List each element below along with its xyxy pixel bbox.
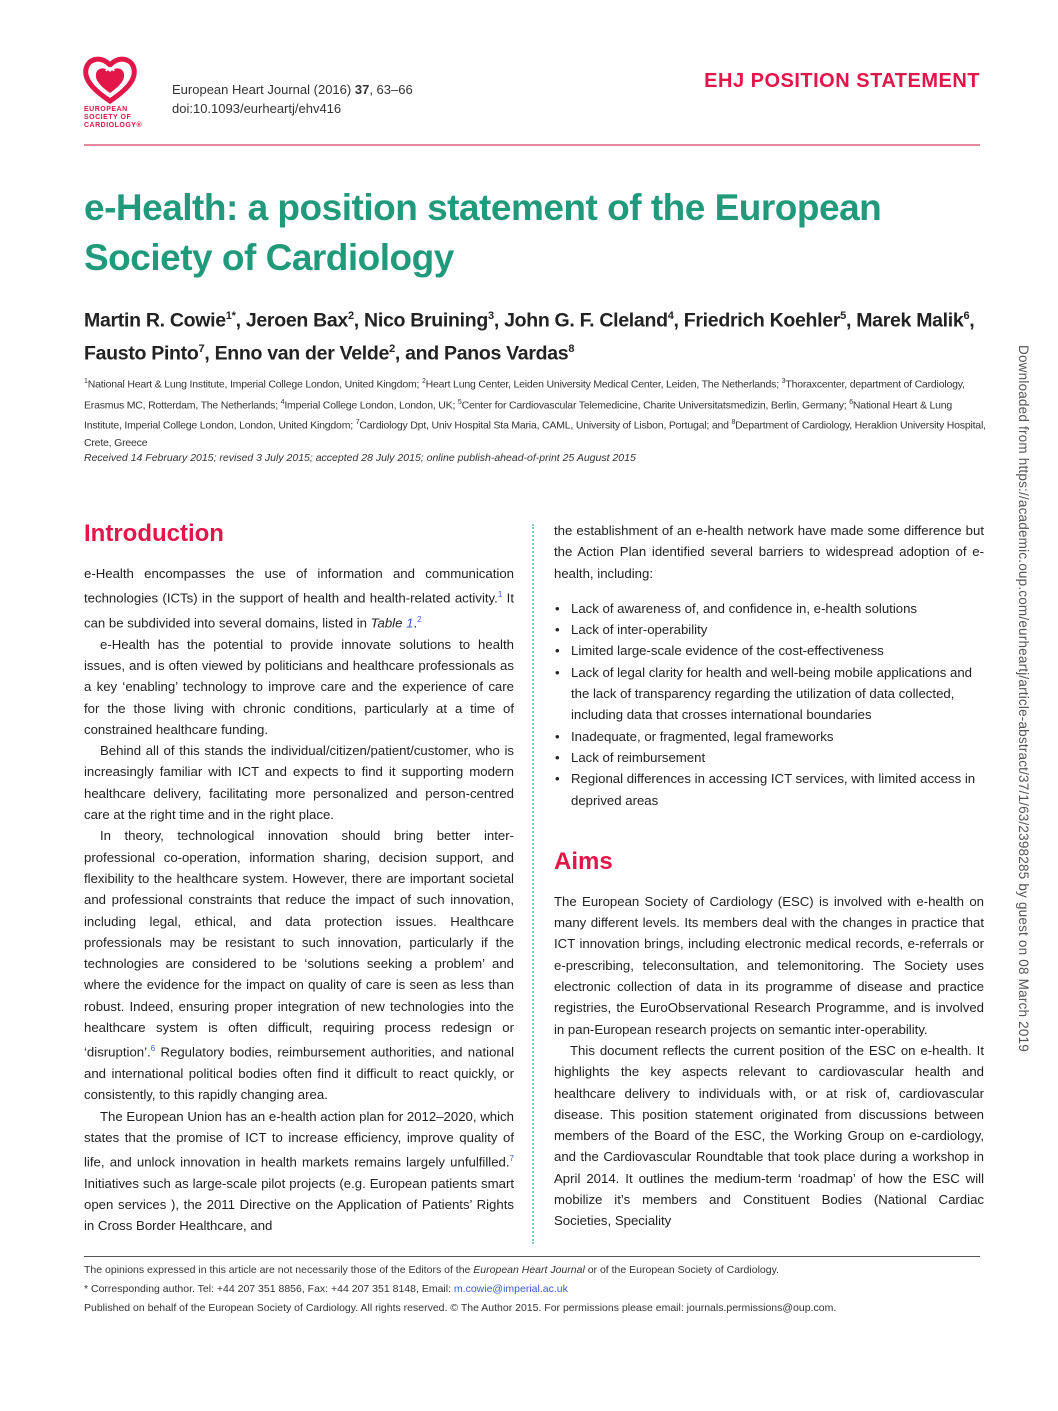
footer-divider <box>84 1256 980 1257</box>
affiliations <box>84 373 989 452</box>
affiliation: Thoraxcenter, department of Cardiology, Erasmus MC, Rotterdam, The Netherlands; <box>84 378 965 411</box>
affiliation-mark: 6 <box>849 398 853 406</box>
affiliation: Heart Lung Center, Leiden University Medical Center, Leiden, The Netherlands; <box>425 378 782 391</box>
paragraph: Behind all of this stands the individual/citizen/patient/customer, who is increasingly familiar with ICT and expects to find it supporting modern healthcare delivery, facilitating more personalized and person-centred care at the right time and in the right place. <box>84 743 514 823</box>
affiliation: Imperial College London, London, UK; <box>284 399 458 411</box>
affiliation-mark: 8 <box>731 419 736 426</box>
author-affiliation-mark: 4 <box>667 310 674 322</box>
affiliation-mark: 7 <box>355 419 360 426</box>
email-link[interactable]: m.cowie@imperial.ac.uk <box>453 1283 568 1295</box>
affiliation-mark: 4 <box>280 398 285 406</box>
author-affiliation-mark: 5 <box>840 310 846 322</box>
paragraph: The European Society of Cardiology (ESC) is involved with e-health on many different levels. Its members deal with the changes in practice that ICT innovation brings, including electronic medical records, e-referrals or e-prescribing, teleconsultation, and telemonitoring. The Society uses electronic collection of data in its programme of disease and practice registries, the EuroObservational Research Programme, and is involved in pan-European research projects on semantic inter-operability. <box>554 893 984 1037</box>
affiliation-mark: 3 <box>781 378 786 385</box>
publication-dates: Received 14 February 2015; revised 3 July 2015; accepted 28 July 2015; online publish-ahead-of-print 25 August 2015 <box>84 452 636 464</box>
column-divider <box>532 524 534 1244</box>
copyright: Published on behalf of the European Society of Cardiology. All rights reserved. © The Author 2015. For permissions please email: journals.permissions@oup.com. <box>84 1302 837 1314</box>
author-affiliation-mark: 2 <box>389 342 395 355</box>
affiliation: Cardiology Dpt, Univ Hospital Sta Maria, CAML, University of Lisbon, Portugal; and <box>359 419 732 432</box>
list-item: • Limited large-scale evidence of the cost-effectiveness <box>554 640 984 661</box>
esc-heart-logo-icon <box>82 55 138 105</box>
author-affiliation-mark: 1* <box>225 310 236 322</box>
citation-link[interactable]: 6 <box>150 1044 156 1054</box>
citation-link[interactable]: 7 <box>509 1154 514 1164</box>
barriers-list <box>554 598 984 811</box>
list-item: • Lack of awareness of, and confidence in, e-health solutions <box>554 598 984 619</box>
author-name: Panos Vardas <box>444 342 569 364</box>
author-name: Enno van der Velde <box>214 342 390 364</box>
list-item: • Inadequate, or fragmented, legal frameworks <box>554 726 984 747</box>
list-item: • Lack of legal clarity for health and well-being mobile applications and the lack of transparency regarding the utilization of data collected, including data that crosses international boundaries <box>554 662 984 726</box>
doi: doi:10.1093/eurheartj/ehv416 <box>172 101 342 116</box>
list-item: • Lack of inter-operability <box>554 619 984 640</box>
left-column <box>84 515 514 1237</box>
paragraph: e-Health encompasses the use of information and communication technologies (ICTs) in the support of health and health-related activity.$^1$ It can be subdivided into several domains, listed in Table 1.$^2$ <box>84 566 514 631</box>
author-affiliation-mark: 8 <box>568 342 575 355</box>
corresponding-author: * Corresponding author. Tel: +44 207 351 8856, Fax: +44 207 351 8148, Email: m.cowie@imperial.ac.uk <box>84 1283 568 1295</box>
list-item: • Regional differences in accessing ICT services, with limited access in deprived areas <box>554 768 984 811</box>
affiliation: National Heart & Lung Institute, Imperial College London, London, United Kingdom; <box>84 399 953 432</box>
author-name: Fausto Pinto <box>84 342 199 364</box>
author-name: Nico Bruining <box>364 309 488 332</box>
citation-link[interactable]: 1 <box>497 590 503 600</box>
section-label: EHJ POSITION STATEMENT <box>704 70 980 92</box>
affiliation-mark: 1 <box>84 378 88 385</box>
author-name: Jeroen Bax <box>245 309 348 332</box>
affiliation: Center for Cardiovascular Telemedicine, Charite Universitatsmedizin, Berlin, Germany; <box>461 399 850 411</box>
affiliation: Department of Cardiology, Heraklion University Hospital, Crete, Greece <box>84 419 986 449</box>
header-divider <box>84 144 980 146</box>
download-stamp: Downloaded from https://academic.oup.com/eurheartj/article-abstract/37/1/63/2398285 by guest on 08 March 2019 <box>1016 345 1031 1052</box>
author-affiliation-mark: 3 <box>487 310 494 322</box>
journal-citation: European Heart Journal (2016) 37, 63–66 doi:10.1093/eurheartj/ehv416 <box>172 82 413 116</box>
list-item: • Lack of reimbursement <box>554 747 984 768</box>
author-affiliation-mark: 6 <box>963 310 970 322</box>
paragraph: This document reflects the current position of the ESC on e-health. It highlights the key aspects relevant to cardiovascular health and healthcare delivery to individuals with, or at risk of, cardiovascular disease. This position statement originated from discussions between members of the Board of the ESC, the Working Group on e-cardiology, and the Cardiovascular Roundtable that took place during a workshop in April 2014. It outlines the medium-term ‘roadmap’ of how the ESC will mobilize it’s members and Constituent Bodies (National Cardiac Societies, Speciality <box>554 1042 984 1229</box>
author-list: Martin R. Cowie$^{1*}$, Jeroen Bax$^2$, Nico Bruining$^3$, John G. F. Cleland$^4$, Friedrich Koehler$^5$, Marek Malik$^6$, Fausto Pinto$^7$, Enno van der Velde$^2$, and Panos Vardas$^8$ <box>84 309 975 364</box>
paragraph: the establishment of an e-health network have made some difference but the Action Plan identified several barriers to widespread adoption of e-health, including: <box>554 523 984 581</box>
affiliation-mark: 5 <box>457 398 462 406</box>
author-name: Friedrich Koehler <box>683 309 841 332</box>
section-heading-aims: Aims <box>554 847 613 875</box>
paragraph: e-Health has the potential to provide innovate solutions to health issues, and is often viewed by politicians and healthcare professionals as a key ‘enabling’ technology to improve care and the experience of care for the those living with chronic conditions, particularly at a time of constrained healthcare funding. <box>84 636 514 737</box>
affiliation: National Heart & Lung Institute, Imperial College London, United Kingdom; <box>87 378 422 391</box>
author-name: John G. F. Cleland <box>504 309 668 332</box>
article-title: e-Health: a position statement of the European Society of Cardiology <box>84 187 882 278</box>
affiliation-mark: 2 <box>421 378 426 385</box>
author-name: Martin R. Cowie <box>84 309 226 332</box>
section-heading-introduction: Introduction <box>84 520 224 547</box>
paragraph: The European Union has an e-health action plan for 2012–2020, which states that the promise of ICT to increase efficiency, improve quality of life, and unlock innovation in health markets remains largely unfulfilled.$^7$ Initiatives such as large-scale pilot projects (e.g. European patients smart open services ), the 2011 Directive on the Application of Patients’ Rights in Cross Border Healthcare, and <box>84 1108 514 1234</box>
logo-text: EUROPEAN SOCIETY OF CARDIOLOGY® <box>84 106 143 129</box>
author-affiliation-mark: 7 <box>198 342 205 355</box>
author-name: Marek Malik <box>856 309 964 332</box>
citation-link[interactable]: 2 <box>417 614 422 624</box>
footnotes <box>84 1261 984 1318</box>
right-column <box>554 520 984 1232</box>
table-link[interactable]: 1 <box>406 615 414 631</box>
paragraph: In theory, technological innovation should bring better inter-professional co-operation, information sharing, decision support, and flexibility to the healthcare system. However, there are important societal and professional constraints that reduce the impact of such innovation, including legal, ethical, and data protection issues. Healthcare professionals may be resistant to such innovation, particularly if the technologies are considered to be ‘solutions seeking a problem’ and where the evidence for the impact on quality of care is seen as less than robust. Indeed, ensuring proper integration of new technologies into the healthcare system is often difficult, requiring process redesign or ‘disruption’.$^6$ Regulatory bodies, reimbursement authorities, and national and international political bodies often find it difficult to react quickly, or consistently, to this rapidly changing area. <box>84 828 514 1103</box>
author-affiliation-mark: 2 <box>347 310 354 322</box>
disclaimer: The opinions expressed in this article are not necessarily those of the Editors of the European Heart Journal or of the European Society of Cardiology. <box>84 1264 779 1276</box>
